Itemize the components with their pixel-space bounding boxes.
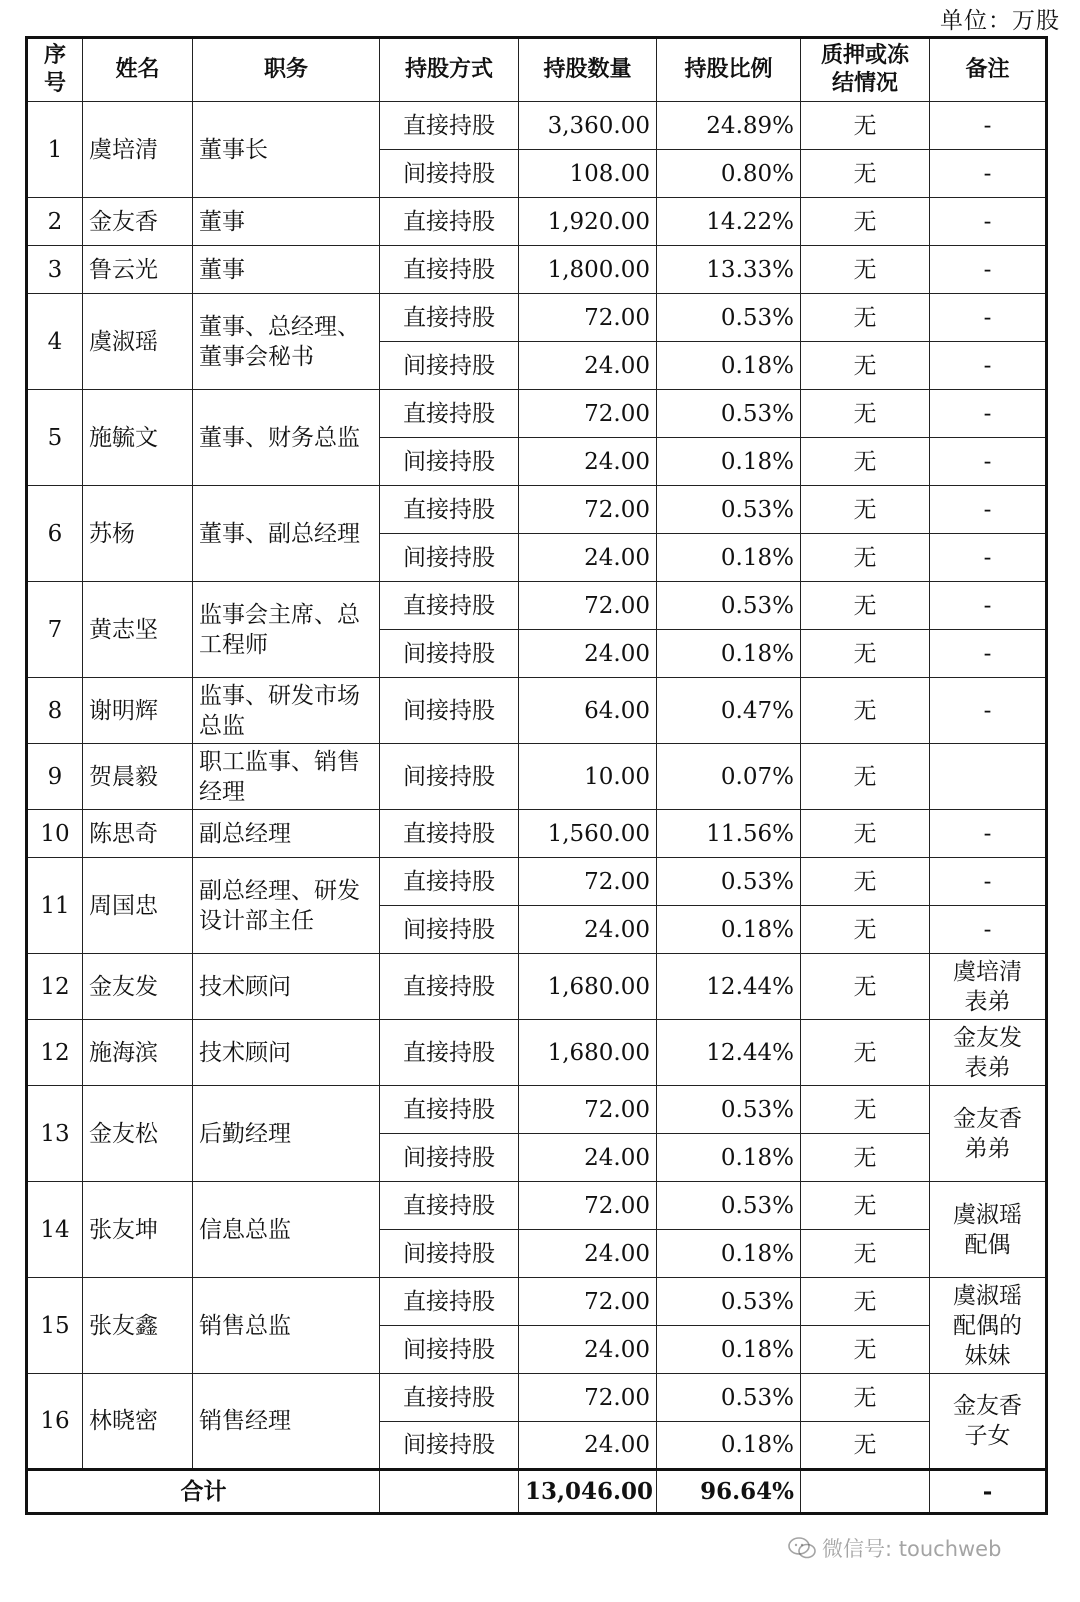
table-row <box>27 582 1047 630</box>
quantity-cell: 24.00 <box>519 534 657 582</box>
quantity-cell: 10.00 <box>519 744 657 810</box>
method-cell: 间接持股 <box>380 744 519 810</box>
quantity-cell: 1,560.00 <box>519 810 657 858</box>
method-cell: 直接持股 <box>380 1020 519 1086</box>
pledge-cell: 无 <box>801 294 930 342</box>
seq-cell: 6 <box>27 486 83 582</box>
method-cell: 直接持股 <box>380 198 519 246</box>
quantity-cell: 24.00 <box>519 342 657 390</box>
position-cell: 监事会主席、总工程师 <box>193 582 380 678</box>
method-cell: 直接持股 <box>380 582 519 630</box>
pledge-cell: 无 <box>801 198 930 246</box>
position-cell: 副总经理、研发设计部主任 <box>193 858 380 954</box>
remark-cell <box>930 744 1047 810</box>
total-ratio: 96.64% <box>657 1470 801 1514</box>
ratio-cell: 0.53% <box>657 858 801 906</box>
pledge-cell: 无 <box>801 150 930 198</box>
quantity-cell: 1,920.00 <box>519 198 657 246</box>
position-cell: 董事、总经理、董事会秘书 <box>193 294 380 390</box>
method-cell: 直接持股 <box>380 954 519 1020</box>
method-cell: 间接持股 <box>380 1134 519 1182</box>
method-cell: 直接持股 <box>380 102 519 150</box>
table-row <box>27 1374 1047 1422</box>
name-cell: 苏杨 <box>83 486 193 582</box>
table-row <box>27 486 1047 534</box>
pledge-cell: 无 <box>801 390 930 438</box>
pledge-cell: 无 <box>801 810 930 858</box>
table-row <box>27 246 1047 294</box>
method-cell: 直接持股 <box>380 486 519 534</box>
remark-cell: - <box>930 906 1047 954</box>
name-cell: 金友发 <box>83 954 193 1020</box>
seq-cell: 12 <box>27 1020 83 1086</box>
method-cell: 间接持股 <box>380 1326 519 1374</box>
pledge-cell: 无 <box>801 1374 930 1422</box>
ratio-cell: 0.53% <box>657 1182 801 1230</box>
pledge-cell: 无 <box>801 1086 930 1134</box>
pledge-cell: 无 <box>801 1422 930 1470</box>
ratio-cell: 0.53% <box>657 486 801 534</box>
seq-cell: 12 <box>27 954 83 1020</box>
quantity-cell: 3,360.00 <box>519 102 657 150</box>
pledge-cell: 无 <box>801 1020 930 1086</box>
ratio-cell: 0.18% <box>657 1230 801 1278</box>
name-cell: 虞培清 <box>83 102 193 198</box>
name-cell: 金友松 <box>83 1086 193 1182</box>
ratio-cell: 12.44% <box>657 954 801 1020</box>
ratio-cell: 0.18% <box>657 1422 801 1470</box>
method-cell: 间接持股 <box>380 678 519 744</box>
remark-cell: - <box>930 810 1047 858</box>
pledge-cell: 无 <box>801 342 930 390</box>
quantity-cell: 72.00 <box>519 582 657 630</box>
method-cell: 间接持股 <box>380 630 519 678</box>
name-cell: 施海滨 <box>83 1020 193 1086</box>
shareholding-table <box>25 36 1048 1515</box>
position-cell: 监事、研发市场总监 <box>193 678 380 744</box>
total-remark: - <box>930 1470 1047 1514</box>
seq-cell: 1 <box>27 102 83 198</box>
method-cell: 直接持股 <box>380 390 519 438</box>
seq-cell: 8 <box>27 678 83 744</box>
pledge-cell: 无 <box>801 630 930 678</box>
position-cell: 副总经理 <box>193 810 380 858</box>
method-cell: 间接持股 <box>380 1230 519 1278</box>
table-row <box>27 954 1047 1020</box>
seq-cell: 15 <box>27 1278 83 1374</box>
pledge-cell: 无 <box>801 582 930 630</box>
remark-cell: - <box>930 858 1047 906</box>
position-cell: 后勤经理 <box>193 1086 380 1182</box>
remark-cell: 虞淑瑶配偶的妹妹 <box>930 1278 1047 1374</box>
table-row <box>27 1020 1047 1086</box>
position-cell: 销售总监 <box>193 1278 380 1374</box>
table-row <box>27 678 1047 744</box>
pledge-cell: 无 <box>801 534 930 582</box>
position-cell: 销售经理 <box>193 1374 380 1470</box>
total-method-empty <box>380 1470 519 1514</box>
table-body <box>27 102 1047 1470</box>
remark-cell: - <box>930 390 1047 438</box>
pledge-cell: 无 <box>801 1278 930 1326</box>
quantity-cell: 72.00 <box>519 1374 657 1422</box>
remark-cell: 金友发表弟 <box>930 1020 1047 1086</box>
pledge-cell: 无 <box>801 486 930 534</box>
seq-cell: 13 <box>27 1086 83 1182</box>
table-row <box>27 294 1047 342</box>
unit-label: 单位：万股 <box>940 8 1060 34</box>
ratio-cell: 11.56% <box>657 810 801 858</box>
ratio-cell: 12.44% <box>657 1020 801 1086</box>
quantity-cell: 64.00 <box>519 678 657 744</box>
header-method: 持股方式 <box>380 38 519 102</box>
ratio-cell: 0.53% <box>657 1374 801 1422</box>
name-cell: 谢明辉 <box>83 678 193 744</box>
total-pledge-empty <box>801 1470 930 1514</box>
header-quantity: 持股数量 <box>519 38 657 102</box>
position-cell: 技术顾问 <box>193 954 380 1020</box>
table-row <box>27 858 1047 906</box>
pledge-cell: 无 <box>801 906 930 954</box>
ratio-cell: 0.80% <box>657 150 801 198</box>
quantity-cell: 72.00 <box>519 1182 657 1230</box>
seq-cell: 5 <box>27 390 83 486</box>
pledge-cell: 无 <box>801 858 930 906</box>
name-cell: 张友坤 <box>83 1182 193 1278</box>
position-cell: 董事、财务总监 <box>193 390 380 486</box>
table-row <box>27 810 1047 858</box>
remark-cell: 金友香弟弟 <box>930 1086 1047 1182</box>
pledge-cell: 无 <box>801 438 930 486</box>
position-cell: 职工监事、销售经理 <box>193 744 380 810</box>
seq-cell: 3 <box>27 246 83 294</box>
method-cell: 间接持股 <box>380 438 519 486</box>
quantity-cell: 24.00 <box>519 1134 657 1182</box>
remark-cell: 虞淑瑶配偶 <box>930 1182 1047 1278</box>
method-cell: 间接持股 <box>380 1422 519 1470</box>
ratio-cell: 0.53% <box>657 294 801 342</box>
name-cell: 周国忠 <box>83 858 193 954</box>
remark-cell: 金友香子女 <box>930 1374 1047 1470</box>
seq-cell: 16 <box>27 1374 83 1470</box>
method-cell: 间接持股 <box>380 150 519 198</box>
table-row <box>27 1182 1047 1230</box>
method-cell: 间接持股 <box>380 534 519 582</box>
ratio-cell: 0.53% <box>657 1278 801 1326</box>
quantity-cell: 72.00 <box>519 1086 657 1134</box>
remark-cell: - <box>930 534 1047 582</box>
header-ratio: 持股比例 <box>657 38 801 102</box>
ratio-cell: 0.18% <box>657 1326 801 1374</box>
remark-cell: - <box>930 486 1047 534</box>
method-cell: 间接持股 <box>380 342 519 390</box>
pledge-cell: 无 <box>801 1134 930 1182</box>
watermark-text: 微信号: touchweb <box>822 1537 1002 1561</box>
table-row <box>27 390 1047 438</box>
table-row <box>27 744 1047 810</box>
name-cell: 鲁云光 <box>83 246 193 294</box>
remark-cell: - <box>930 198 1047 246</box>
wechat-icon <box>788 1537 816 1559</box>
name-cell: 张友鑫 <box>83 1278 193 1374</box>
name-cell: 虞淑瑶 <box>83 294 193 390</box>
quantity-cell: 24.00 <box>519 906 657 954</box>
table-row <box>27 102 1047 150</box>
remark-cell: - <box>930 438 1047 486</box>
position-cell: 董事、副总经理 <box>193 486 380 582</box>
header-position: 职务 <box>193 38 380 102</box>
seq-cell: 11 <box>27 858 83 954</box>
quantity-cell: 72.00 <box>519 390 657 438</box>
position-cell: 董事 <box>193 246 380 294</box>
method-cell: 直接持股 <box>380 1278 519 1326</box>
table-row <box>27 1278 1047 1326</box>
remark-cell: - <box>930 246 1047 294</box>
position-cell: 技术顾问 <box>193 1020 380 1086</box>
ratio-cell: 24.89% <box>657 102 801 150</box>
pledge-cell: 无 <box>801 102 930 150</box>
remark-cell: - <box>930 294 1047 342</box>
quantity-cell: 72.00 <box>519 1278 657 1326</box>
ratio-cell: 14.22% <box>657 198 801 246</box>
ratio-cell: 0.53% <box>657 1086 801 1134</box>
name-cell: 黄志坚 <box>83 582 193 678</box>
seq-cell: 2 <box>27 198 83 246</box>
quantity-cell: 24.00 <box>519 1326 657 1374</box>
method-cell: 直接持股 <box>380 294 519 342</box>
seq-cell: 14 <box>27 1182 83 1278</box>
remark-cell: - <box>930 582 1047 630</box>
pledge-cell: 无 <box>801 954 930 1020</box>
ratio-cell: 0.18% <box>657 630 801 678</box>
ratio-cell: 0.07% <box>657 744 801 810</box>
remark-cell: 虞培清表弟 <box>930 954 1047 1020</box>
ratio-cell: 0.18% <box>657 1134 801 1182</box>
method-cell: 直接持股 <box>380 810 519 858</box>
remark-cell: - <box>930 342 1047 390</box>
position-cell: 董事长 <box>193 102 380 198</box>
quantity-cell: 1,680.00 <box>519 954 657 1020</box>
header-pledge: 质押或冻结情况 <box>801 38 930 102</box>
position-cell: 信息总监 <box>193 1182 380 1278</box>
ratio-cell: 0.47% <box>657 678 801 744</box>
name-cell: 施毓文 <box>83 390 193 486</box>
table-row <box>27 1086 1047 1134</box>
remark-cell: - <box>930 630 1047 678</box>
seq-cell: 9 <box>27 744 83 810</box>
ratio-cell: 13.33% <box>657 246 801 294</box>
ratio-cell: 0.18% <box>657 438 801 486</box>
quantity-cell: 72.00 <box>519 294 657 342</box>
ratio-cell: 0.18% <box>657 342 801 390</box>
total-label: 合计 <box>27 1470 380 1514</box>
seq-cell: 4 <box>27 294 83 390</box>
watermark <box>788 1533 1001 1563</box>
ratio-cell: 0.18% <box>657 534 801 582</box>
name-cell: 金友香 <box>83 198 193 246</box>
remark-cell: - <box>930 678 1047 744</box>
ratio-cell: 0.18% <box>657 906 801 954</box>
pledge-cell: 无 <box>801 1326 930 1374</box>
quantity-cell: 72.00 <box>519 486 657 534</box>
total-quantity: 13,046.00 <box>519 1470 657 1514</box>
quantity-cell: 72.00 <box>519 858 657 906</box>
quantity-cell: 24.00 <box>519 630 657 678</box>
name-cell: 陈思奇 <box>83 810 193 858</box>
position-cell: 董事 <box>193 198 380 246</box>
pledge-cell: 无 <box>801 744 930 810</box>
quantity-cell: 108.00 <box>519 150 657 198</box>
quantity-cell: 24.00 <box>519 1422 657 1470</box>
method-cell: 间接持股 <box>380 906 519 954</box>
quantity-cell: 24.00 <box>519 438 657 486</box>
ratio-cell: 0.53% <box>657 582 801 630</box>
header-remark: 备注 <box>930 38 1047 102</box>
pledge-cell: 无 <box>801 1182 930 1230</box>
quantity-cell: 1,800.00 <box>519 246 657 294</box>
method-cell: 直接持股 <box>380 246 519 294</box>
header-row <box>27 38 1047 102</box>
method-cell: 直接持股 <box>380 1086 519 1134</box>
header-seq: 序号 <box>27 38 83 102</box>
name-cell: 林晓密 <box>83 1374 193 1470</box>
seq-cell: 10 <box>27 810 83 858</box>
quantity-cell: 1,680.00 <box>519 1020 657 1086</box>
method-cell: 直接持股 <box>380 858 519 906</box>
pledge-cell: 无 <box>801 246 930 294</box>
ratio-cell: 0.53% <box>657 390 801 438</box>
table-row <box>27 198 1047 246</box>
pledge-cell: 无 <box>801 678 930 744</box>
seq-cell: 7 <box>27 582 83 678</box>
remark-cell: - <box>930 102 1047 150</box>
remark-cell: - <box>930 150 1047 198</box>
pledge-cell: 无 <box>801 1230 930 1278</box>
name-cell: 贺晨毅 <box>83 744 193 810</box>
quantity-cell: 24.00 <box>519 1230 657 1278</box>
header-name: 姓名 <box>83 38 193 102</box>
method-cell: 直接持股 <box>380 1182 519 1230</box>
method-cell: 直接持股 <box>380 1374 519 1422</box>
total-row <box>27 1470 1047 1514</box>
